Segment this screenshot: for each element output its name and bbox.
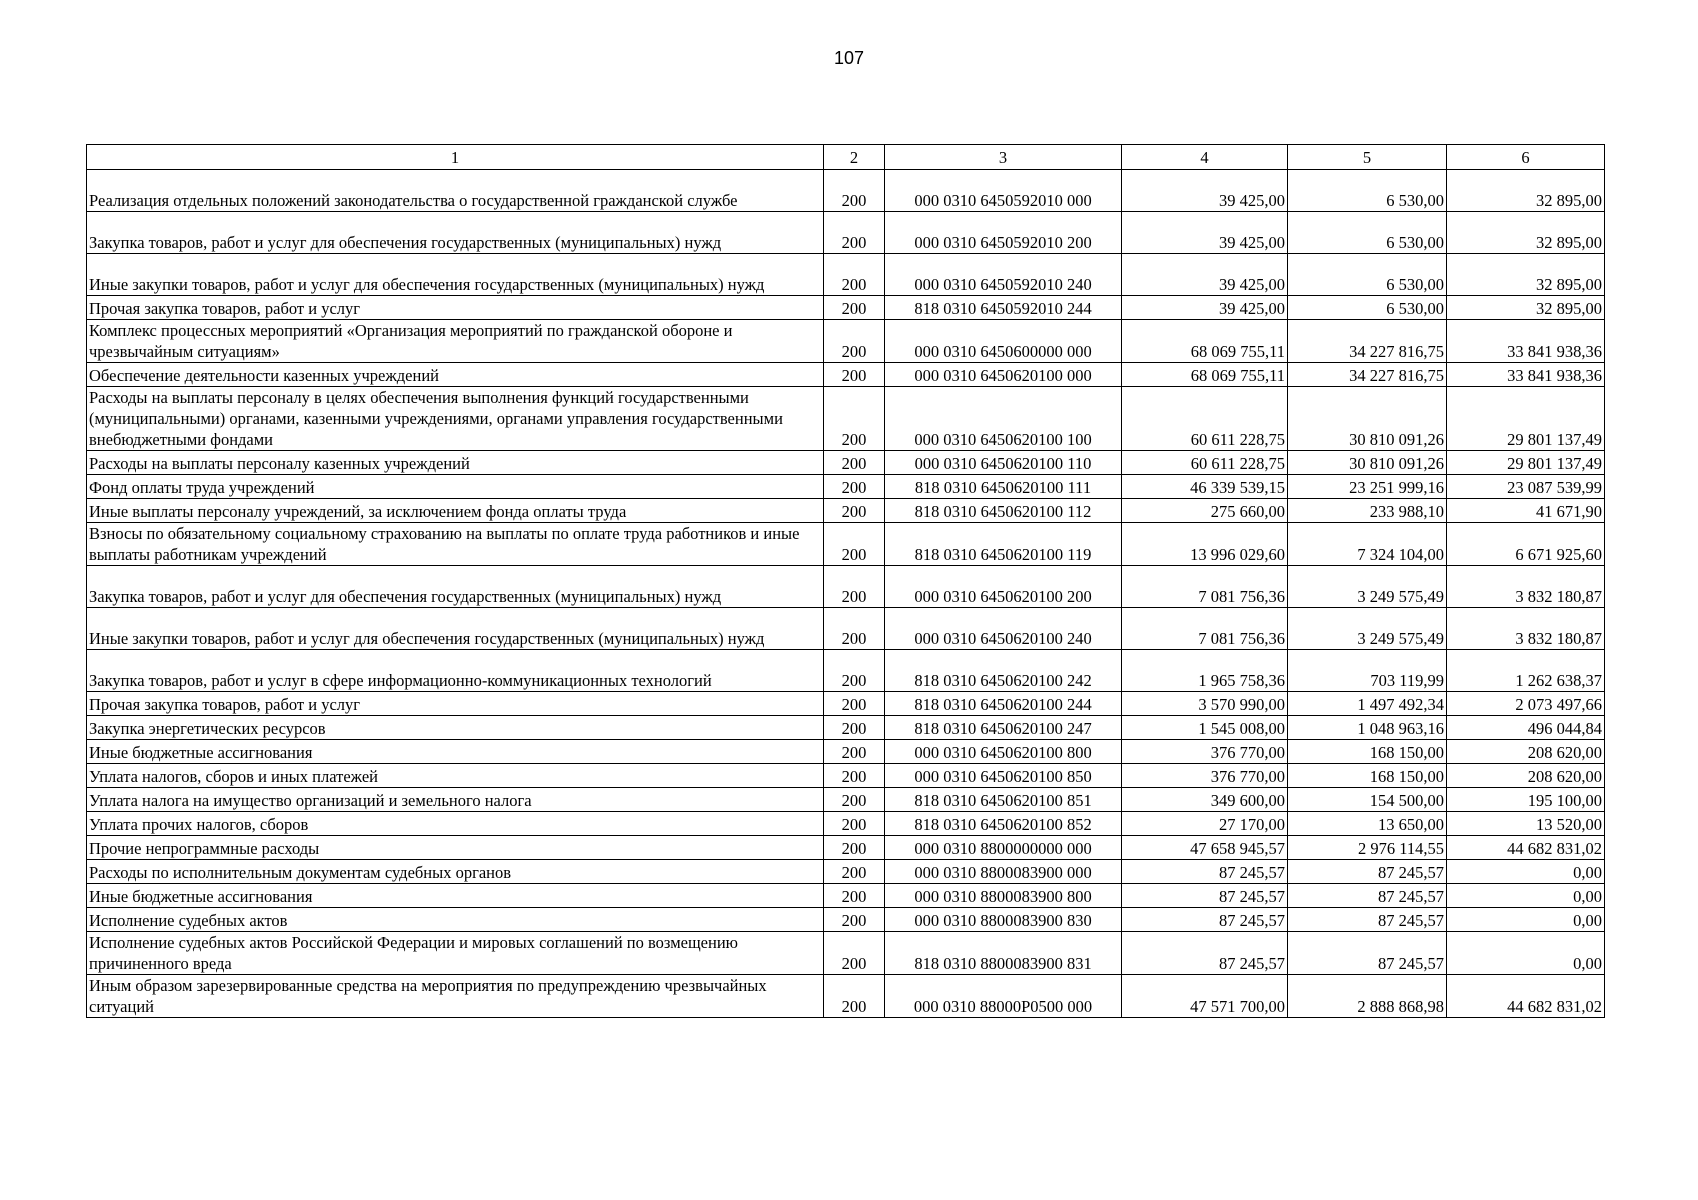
amount-col5-cell: 233 988,10 — [1288, 499, 1447, 523]
table-row — [87, 836, 1605, 860]
amount-col6-cell: 1 262 638,37 — [1447, 650, 1605, 692]
amount-col4-cell: 87 245,57 — [1122, 932, 1288, 975]
row-code-cell: 200 — [824, 788, 885, 812]
row-code-cell: 200 — [824, 212, 885, 254]
amount-col4-cell: 7 081 756,36 — [1122, 608, 1288, 650]
row-code-cell: 200 — [824, 716, 885, 740]
row-code-cell: 200 — [824, 932, 885, 975]
table-row — [87, 932, 1605, 975]
budget-code-cell: 818 0310 6450620100 111 — [885, 475, 1122, 499]
amount-col4-cell: 46 339 539,15 — [1122, 475, 1288, 499]
row-code-cell: 200 — [824, 812, 885, 836]
table-row — [87, 716, 1605, 740]
row-name-cell: Иные бюджетные ассигнования — [87, 884, 824, 908]
amount-col5-cell: 1 497 492,34 — [1288, 692, 1447, 716]
amount-col4-cell: 87 245,57 — [1122, 884, 1288, 908]
table-row — [87, 788, 1605, 812]
column-header: 5 — [1288, 145, 1447, 170]
row-code-cell: 200 — [824, 499, 885, 523]
row-code-cell: 200 — [824, 296, 885, 320]
amount-col5-cell: 13 650,00 — [1288, 812, 1447, 836]
amount-col6-cell: 208 620,00 — [1447, 740, 1605, 764]
amount-col5-cell: 2 976 114,55 — [1288, 836, 1447, 860]
amount-col6-cell: 29 801 137,49 — [1447, 387, 1605, 451]
table-row — [87, 975, 1605, 1018]
row-name-cell: Уплата налогов, сборов и иных платежей — [87, 764, 824, 788]
row-name-cell: Расходы на выплаты персоналу в целях обеспечения выполнения функций государственными (муниципальными) органами, казенными учреждениями, органами управления государственными внебюджетными фондами — [87, 387, 824, 451]
amount-col6-cell: 6 671 925,60 — [1447, 523, 1605, 566]
amount-col5-cell: 34 227 816,75 — [1288, 320, 1447, 363]
amount-col5-cell: 6 530,00 — [1288, 170, 1447, 212]
table-row — [87, 608, 1605, 650]
table-row — [87, 451, 1605, 475]
amount-col4-cell: 68 069 755,11 — [1122, 320, 1288, 363]
row-code-cell: 200 — [824, 908, 885, 932]
row-name-cell: Иные бюджетные ассигнования — [87, 740, 824, 764]
amount-col6-cell: 2 073 497,66 — [1447, 692, 1605, 716]
amount-col6-cell: 0,00 — [1447, 932, 1605, 975]
row-name-cell: Закупка товаров, работ и услуг в сфере информационно-коммуникационных технологий — [87, 650, 824, 692]
amount-col5-cell: 703 119,99 — [1288, 650, 1447, 692]
row-name-cell: Исполнение судебных актов — [87, 908, 824, 932]
amount-col6-cell: 195 100,00 — [1447, 788, 1605, 812]
row-code-cell: 200 — [824, 608, 885, 650]
amount-col5-cell: 23 251 999,16 — [1288, 475, 1447, 499]
amount-col4-cell: 47 658 945,57 — [1122, 836, 1288, 860]
budget-code-cell: 000 0310 8800083900 830 — [885, 908, 1122, 932]
row-name-cell: Иные выплаты персоналу учреждений, за исключением фонда оплаты труда — [87, 499, 824, 523]
budget-code-cell: 000 0310 6450592010 000 — [885, 170, 1122, 212]
amount-col5-cell: 6 530,00 — [1288, 212, 1447, 254]
column-header: 2 — [824, 145, 885, 170]
row-name-cell: Уплата налога на имущество организаций и земельного налога — [87, 788, 824, 812]
table-row — [87, 254, 1605, 296]
budget-code-cell: 000 0310 6450620100 200 — [885, 566, 1122, 608]
amount-col5-cell: 154 500,00 — [1288, 788, 1447, 812]
row-code-cell: 200 — [824, 451, 885, 475]
budget-code-cell: 818 0310 6450620100 852 — [885, 812, 1122, 836]
row-name-cell: Обеспечение деятельности казенных учреждений — [87, 363, 824, 387]
table-row — [87, 499, 1605, 523]
amount-col6-cell: 32 895,00 — [1447, 254, 1605, 296]
budget-code-cell: 000 0310 6450620100 850 — [885, 764, 1122, 788]
amount-col6-cell: 44 682 831,02 — [1447, 975, 1605, 1018]
row-code-cell: 200 — [824, 764, 885, 788]
row-code-cell: 200 — [824, 650, 885, 692]
amount-col5-cell: 1 048 963,16 — [1288, 716, 1447, 740]
amount-col4-cell: 39 425,00 — [1122, 212, 1288, 254]
row-name-cell: Прочая закупка товаров, работ и услуг — [87, 692, 824, 716]
row-code-cell: 200 — [824, 740, 885, 764]
row-name-cell: Закупка энергетических ресурсов — [87, 716, 824, 740]
table-row — [87, 566, 1605, 608]
row-name-cell: Прочая закупка товаров, работ и услуг — [87, 296, 824, 320]
table-body — [87, 170, 1605, 1018]
row-name-cell: Закупка товаров, работ и услуг для обеспечения государственных (муниципальных) нужд — [87, 212, 824, 254]
amount-col4-cell: 13 996 029,60 — [1122, 523, 1288, 566]
row-code-cell: 200 — [824, 254, 885, 296]
table-header-row — [87, 145, 1605, 170]
amount-col6-cell: 3 832 180,87 — [1447, 566, 1605, 608]
budget-code-cell: 818 0310 6450620100 244 — [885, 692, 1122, 716]
amount-col4-cell: 3 570 990,00 — [1122, 692, 1288, 716]
amount-col5-cell: 87 245,57 — [1288, 932, 1447, 975]
amount-col4-cell: 27 170,00 — [1122, 812, 1288, 836]
amount-col4-cell: 39 425,00 — [1122, 170, 1288, 212]
row-code-cell: 200 — [824, 320, 885, 363]
budget-code-cell: 818 0310 6450592010 244 — [885, 296, 1122, 320]
budget-code-cell: 000 0310 6450592010 200 — [885, 212, 1122, 254]
budget-code-cell: 818 0310 6450620100 247 — [885, 716, 1122, 740]
budget-code-cell: 000 0310 6450600000 000 — [885, 320, 1122, 363]
page-number: 107 — [833, 48, 865, 68]
table-row — [87, 363, 1605, 387]
table-row — [87, 170, 1605, 212]
row-code-cell: 200 — [824, 860, 885, 884]
row-code-cell: 200 — [824, 836, 885, 860]
amount-col6-cell: 32 895,00 — [1447, 170, 1605, 212]
amount-col5-cell: 30 810 091,26 — [1288, 387, 1447, 451]
amount-col4-cell: 275 660,00 — [1122, 499, 1288, 523]
amount-col6-cell: 13 520,00 — [1447, 812, 1605, 836]
amount-col5-cell: 6 530,00 — [1288, 296, 1447, 320]
budget-code-cell: 818 0310 6450620100 119 — [885, 523, 1122, 566]
row-name-cell: Расходы по исполнительным документам судебных органов — [87, 860, 824, 884]
column-header: 4 — [1122, 145, 1288, 170]
row-code-cell: 200 — [824, 566, 885, 608]
amount-col6-cell: 0,00 — [1447, 908, 1605, 932]
amount-col6-cell: 33 841 938,36 — [1447, 320, 1605, 363]
table-row — [87, 884, 1605, 908]
table-row — [87, 296, 1605, 320]
budget-code-cell: 000 0310 8800083900 800 — [885, 884, 1122, 908]
budget-code-cell: 000 0310 88000P0500 000 — [885, 975, 1122, 1018]
amount-col6-cell: 33 841 938,36 — [1447, 363, 1605, 387]
table-row — [87, 212, 1605, 254]
amount-col4-cell: 47 571 700,00 — [1122, 975, 1288, 1018]
amount-col4-cell: 349 600,00 — [1122, 788, 1288, 812]
amount-col4-cell: 376 770,00 — [1122, 764, 1288, 788]
budget-code-cell: 000 0310 6450620100 800 — [885, 740, 1122, 764]
budget-code-cell: 000 0310 6450592010 240 — [885, 254, 1122, 296]
row-code-cell: 200 — [824, 692, 885, 716]
amount-col5-cell: 3 249 575,49 — [1288, 608, 1447, 650]
budget-code-cell: 818 0310 6450620100 851 — [885, 788, 1122, 812]
amount-col6-cell: 32 895,00 — [1447, 212, 1605, 254]
amount-col5-cell: 6 530,00 — [1288, 254, 1447, 296]
amount-col5-cell: 30 810 091,26 — [1288, 451, 1447, 475]
amount-col5-cell: 2 888 868,98 — [1288, 975, 1447, 1018]
table-row — [87, 740, 1605, 764]
budget-code-cell: 000 0310 6450620100 110 — [885, 451, 1122, 475]
row-name-cell: Прочие непрограммные расходы — [87, 836, 824, 860]
amount-col5-cell: 87 245,57 — [1288, 884, 1447, 908]
amount-col6-cell: 29 801 137,49 — [1447, 451, 1605, 475]
amount-col4-cell: 60 611 228,75 — [1122, 451, 1288, 475]
amount-col4-cell: 68 069 755,11 — [1122, 363, 1288, 387]
table-row — [87, 764, 1605, 788]
row-name-cell: Иные закупки товаров, работ и услуг для обеспечения государственных (муниципальных) нужд — [87, 608, 824, 650]
row-code-cell: 200 — [824, 475, 885, 499]
row-name-cell: Взносы по обязательному социальному страхованию на выплаты по оплате труда работников и иные выплаты работникам учреждений — [87, 523, 824, 566]
table-row — [87, 320, 1605, 363]
amount-col4-cell: 87 245,57 — [1122, 860, 1288, 884]
table-row — [87, 523, 1605, 566]
row-name-cell: Комплекс процессных мероприятий «Организация мероприятий по гражданской обороне и чрезвычайным ситуациям» — [87, 320, 824, 363]
budget-code-cell: 818 0310 8800083900 831 — [885, 932, 1122, 975]
amount-col5-cell: 168 150,00 — [1288, 740, 1447, 764]
table-row — [87, 650, 1605, 692]
amount-col6-cell: 23 087 539,99 — [1447, 475, 1605, 499]
amount-col4-cell: 39 425,00 — [1122, 254, 1288, 296]
amount-col6-cell: 41 671,90 — [1447, 499, 1605, 523]
row-code-cell: 200 — [824, 523, 885, 566]
amount-col4-cell: 1 545 008,00 — [1122, 716, 1288, 740]
amount-col6-cell: 496 044,84 — [1447, 716, 1605, 740]
amount-col4-cell: 376 770,00 — [1122, 740, 1288, 764]
budget-code-cell: 818 0310 6450620100 242 — [885, 650, 1122, 692]
row-name-cell: Иным образом зарезервированные средства на мероприятия по предупреждению чрезвычайных ситуаций — [87, 975, 824, 1018]
amount-col4-cell: 1 965 758,36 — [1122, 650, 1288, 692]
row-code-cell: 200 — [824, 884, 885, 908]
column-header: 3 — [885, 145, 1122, 170]
amount-col6-cell: 3 832 180,87 — [1447, 608, 1605, 650]
row-name-cell: Уплата прочих налогов, сборов — [87, 812, 824, 836]
row-code-cell: 200 — [824, 387, 885, 451]
budget-code-cell: 000 0310 6450620100 240 — [885, 608, 1122, 650]
amount-col5-cell: 7 324 104,00 — [1288, 523, 1447, 566]
amount-col6-cell: 0,00 — [1447, 884, 1605, 908]
column-header: 1 — [87, 145, 824, 170]
budget-code-cell: 000 0310 8800000000 000 — [885, 836, 1122, 860]
amount-col4-cell: 60 611 228,75 — [1122, 387, 1288, 451]
amount-col5-cell: 168 150,00 — [1288, 764, 1447, 788]
amount-col6-cell: 44 682 831,02 — [1447, 836, 1605, 860]
row-code-cell: 200 — [824, 363, 885, 387]
column-header: 6 — [1447, 145, 1605, 170]
amount-col4-cell: 39 425,00 — [1122, 296, 1288, 320]
budget-table — [86, 144, 1605, 1018]
amount-col6-cell: 32 895,00 — [1447, 296, 1605, 320]
amount-col5-cell: 87 245,57 — [1288, 908, 1447, 932]
amount-col4-cell: 7 081 756,36 — [1122, 566, 1288, 608]
table-row — [87, 387, 1605, 451]
row-name-cell: Реализация отдельных положений законодательства о государственной гражданской службе — [87, 170, 824, 212]
amount-col6-cell: 208 620,00 — [1447, 764, 1605, 788]
row-name-cell: Фонд оплаты труда учреждений — [87, 475, 824, 499]
amount-col5-cell: 34 227 816,75 — [1288, 363, 1447, 387]
amount-col5-cell: 87 245,57 — [1288, 860, 1447, 884]
amount-col6-cell: 0,00 — [1447, 860, 1605, 884]
row-name-cell: Закупка товаров, работ и услуг для обеспечения государственных (муниципальных) нужд — [87, 566, 824, 608]
table-row — [87, 908, 1605, 932]
row-name-cell: Исполнение судебных актов Российской Федерации и мировых соглашений по возмещению причиненного вреда — [87, 932, 824, 975]
amount-col4-cell: 87 245,57 — [1122, 908, 1288, 932]
table-row — [87, 860, 1605, 884]
budget-code-cell: 000 0310 6450620100 100 — [885, 387, 1122, 451]
row-code-cell: 200 — [824, 975, 885, 1018]
row-name-cell: Иные закупки товаров, работ и услуг для обеспечения государственных (муниципальных) нужд — [87, 254, 824, 296]
table-row — [87, 812, 1605, 836]
budget-code-cell: 818 0310 6450620100 112 — [885, 499, 1122, 523]
amount-col5-cell: 3 249 575,49 — [1288, 566, 1447, 608]
table-row — [87, 692, 1605, 716]
row-code-cell: 200 — [824, 170, 885, 212]
row-name-cell: Расходы на выплаты персоналу казенных учреждений — [87, 451, 824, 475]
budget-code-cell: 000 0310 8800083900 000 — [885, 860, 1122, 884]
table-row — [87, 475, 1605, 499]
budget-code-cell: 000 0310 6450620100 000 — [885, 363, 1122, 387]
